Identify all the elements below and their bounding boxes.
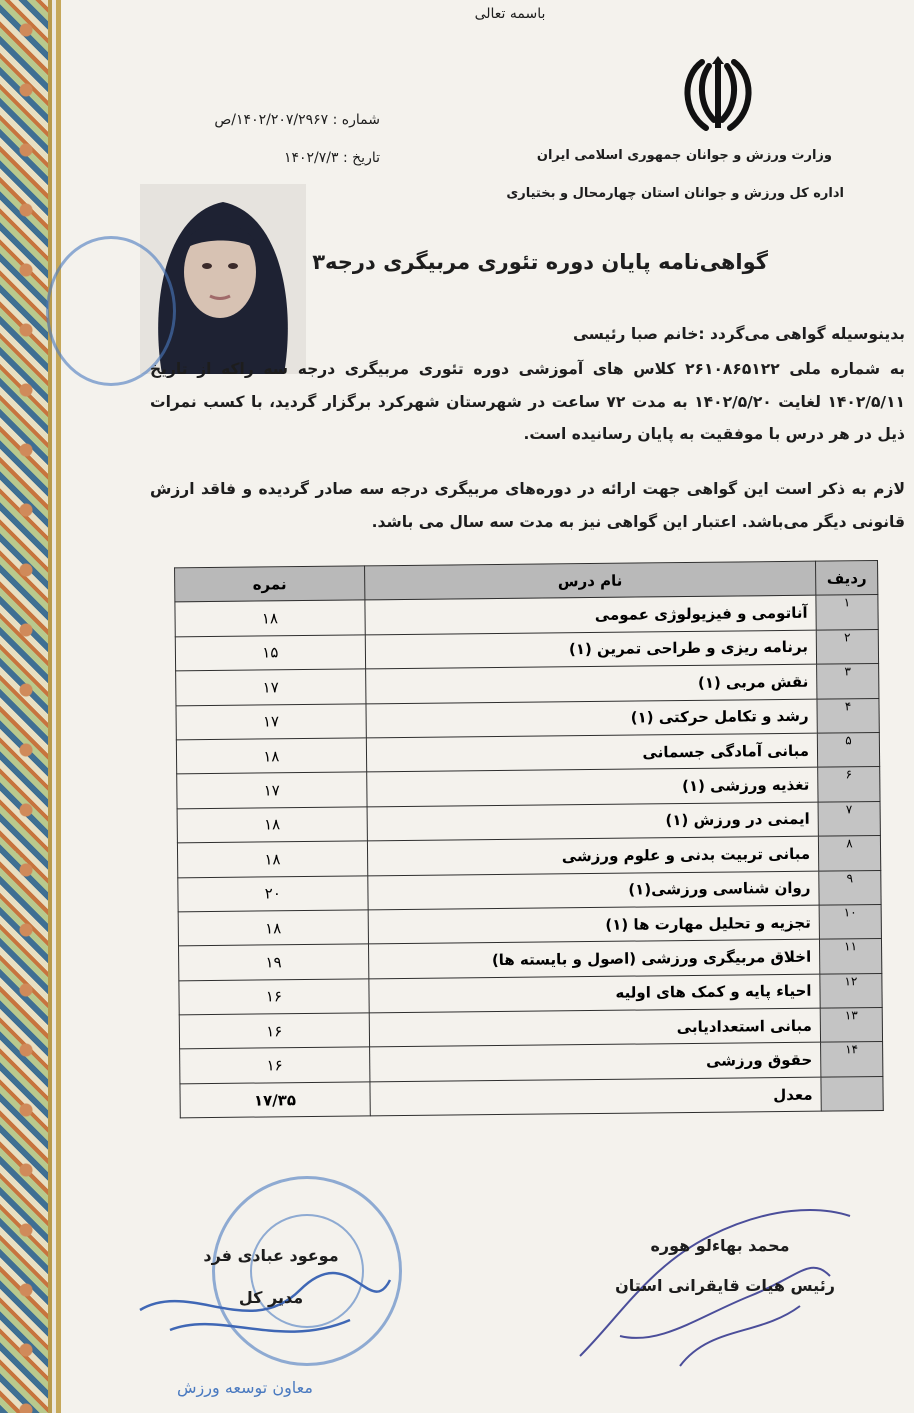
iran-emblem-icon — [676, 54, 760, 136]
letter-number: شماره : ۱۴۰۲/۲۰۷/۲۹۶۷/ص — [214, 112, 380, 128]
certificate-title: گواهی‌نامه پایان دوره تئوری مربیگری درجه۳ — [312, 250, 768, 274]
row-index: ۱۱ — [819, 939, 881, 974]
deputy-title: معاون توسعه ورزش — [177, 1378, 313, 1397]
certificate-intro: بدینوسیله گواهی می‌گردد :خانم صبا رئیسی — [572, 325, 905, 343]
course-name: ایمنی در ورزش (۱) — [367, 802, 819, 841]
course-score: ۱۵ — [175, 635, 365, 671]
average-value: ۱۷/۳۵ — [180, 1082, 370, 1118]
course-score: ۲۰ — [178, 875, 368, 911]
certificate-body: به شماره ملی ۲۶۱۰۸۶۵۱۲۲ کلاس های آموزشی دوره تئوری مربیگری درجه سه راکه از تاریخ ۱۴۰۲/۵/۱۱ لغایت ۱۴۰۲/۵/۲۰ به مدت ۷۲ ساعت در شهرستان شهرکرد برگزار گردید، با کسب نمرات ذیل در هر درس با موفقیت به پایان رسانیده است. — [150, 360, 905, 443]
row-index: ۱۰ — [819, 904, 881, 939]
course-score: ۱۶ — [179, 979, 369, 1015]
row-index: ۳ — [817, 664, 879, 699]
course-name: مبانی تربیت بدنی و علوم ورزشی — [367, 836, 819, 875]
letter-date: تاریخ : ۱۴۰۲/۷/۳ — [283, 150, 380, 166]
course-score: ۱۶ — [180, 1047, 370, 1083]
row-index: ۵ — [817, 732, 879, 767]
signatory-right-title: رئیس هیات قایقرانی استان — [615, 1276, 835, 1295]
course-score: ۱۶ — [179, 1013, 369, 1049]
row-index: ۶ — [818, 767, 880, 802]
top-title: باسمه تعالی — [474, 6, 546, 22]
row-index: ۱ — [816, 595, 878, 630]
course-name: رشد و تکامل حرکتی (۱) — [366, 699, 818, 738]
signatory-left-name: موعود عبادی فرد — [203, 1246, 339, 1265]
course-score: ۱۷ — [177, 772, 367, 808]
course-name: مبانی استعدادیابی — [369, 1008, 821, 1047]
row-index: ۸ — [818, 836, 880, 871]
ministry-name: وزارت ورزش و جوانان جمهوری اسلامی ایران — [536, 148, 832, 163]
grades-table — [174, 560, 884, 1119]
row-index: ۲ — [816, 629, 878, 664]
signatory-right-name: محمد بهاءلو هوره — [650, 1236, 790, 1255]
header-score: نمره — [175, 566, 365, 602]
office-name: اداره کل ورزش و جوانان استان چهارمحال و بختیاری — [506, 186, 844, 201]
course-score: ۱۷ — [176, 703, 366, 739]
row-index: ۷ — [818, 801, 880, 836]
decorative-border — [0, 0, 52, 1413]
course-name: مبانی آمادگی جسمانی — [366, 733, 818, 772]
course-score: ۱۸ — [177, 841, 367, 877]
signatory-left-title: مدیر کل — [238, 1288, 304, 1307]
average-label: معدل — [370, 1077, 822, 1116]
course-name: آناتومی و فیزیولوژی عمومی — [365, 596, 817, 635]
course-name: اخلاق مربیگری ورزشی (اصول و بایسته ها) — [368, 939, 820, 978]
row-index: ۴ — [817, 698, 879, 733]
row-index: ۱۴ — [821, 1042, 883, 1077]
course-score: ۱۹ — [179, 944, 369, 980]
row-index: ۹ — [819, 870, 881, 905]
header-row-index: ردیف — [816, 561, 878, 596]
course-name: حقوق ورزشی — [369, 1043, 821, 1082]
course-score: ۱۸ — [176, 738, 366, 774]
course-score: ۱۸ — [178, 910, 368, 946]
course-name: برنامه ریزی و طراحی تمرین (۱) — [365, 630, 817, 669]
course-score: ۱۸ — [175, 600, 365, 636]
row-index: ۱۲ — [820, 973, 882, 1008]
course-name: نقش مربی (۱) — [365, 664, 817, 703]
row-index-empty — [821, 1076, 883, 1111]
certificate-note: لازم به ذکر است این گواهی جهت ارائه در دوره‌های مربیگری درجه سه صادر گردیده و فاقد ارزش قانونی دیگر می‌باشد. اعتبار این گواهی نیز به مدت سه سال می باشد. — [150, 480, 905, 531]
course-score: ۱۸ — [177, 807, 367, 843]
course-name: احیاء پایه و کمک های اولیه — [369, 974, 821, 1013]
course-score: ۱۷ — [176, 669, 366, 705]
average-row — [180, 1076, 883, 1118]
header-course: نام درس — [364, 561, 816, 600]
course-name: روان شناسی ورزشی(۱) — [368, 871, 820, 910]
course-name: تجزیه و تحلیل مهارت ها (۱) — [368, 905, 820, 944]
course-name: تغذیه ورزشی (۱) — [366, 767, 818, 806]
row-index: ۱۳ — [820, 1008, 882, 1043]
